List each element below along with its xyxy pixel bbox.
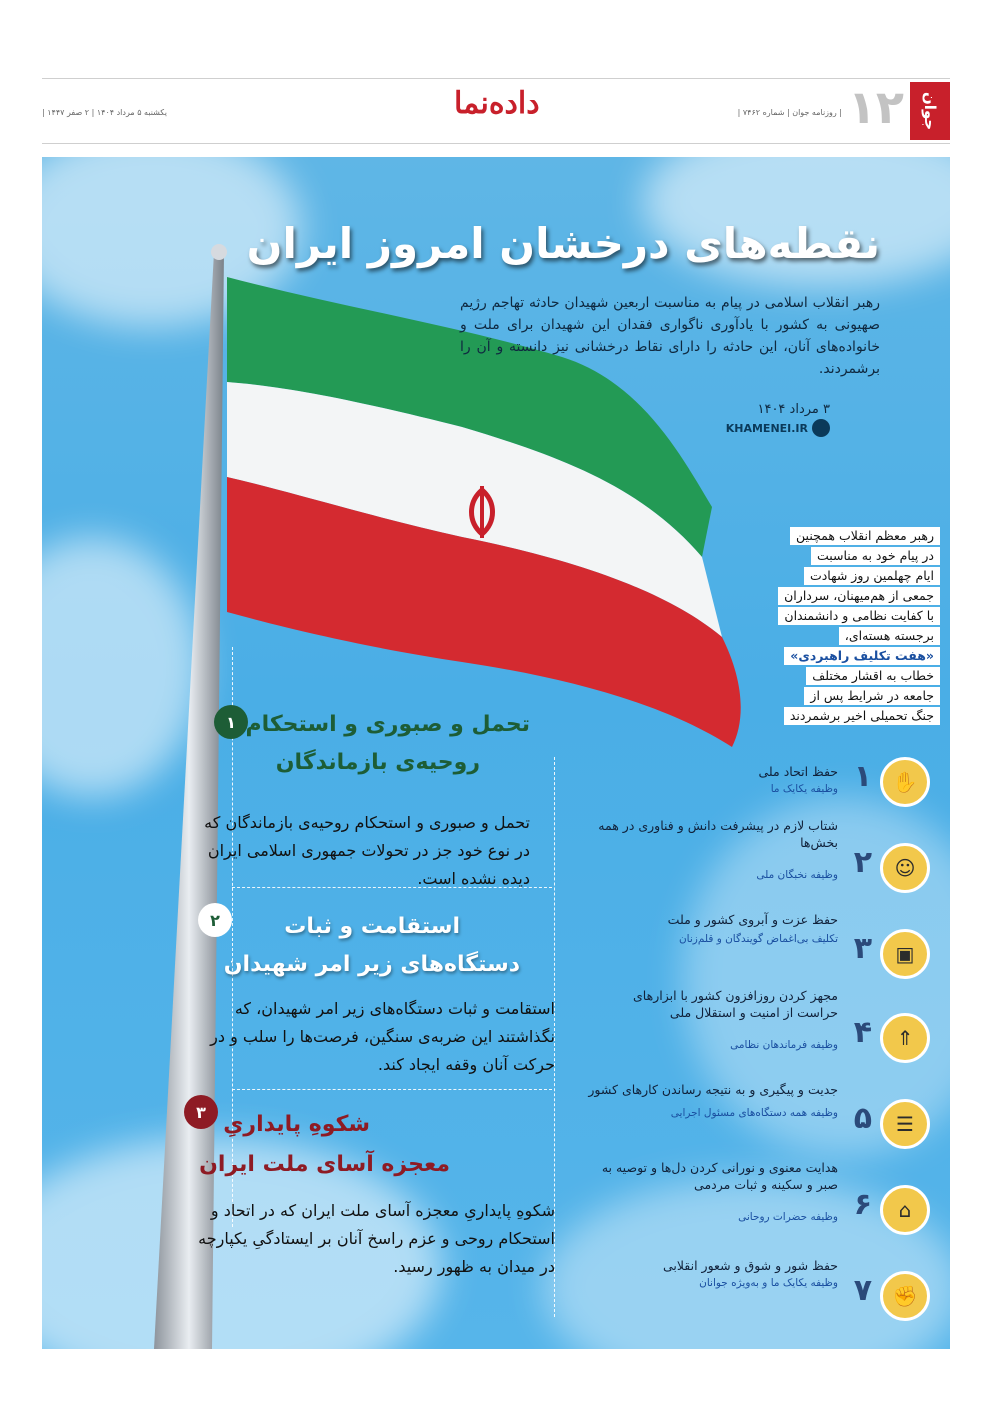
raised-hands-icon: ✋ <box>880 757 930 807</box>
source-seal-icon <box>812 419 830 437</box>
mosque-arch-icon: ⌂ <box>880 1185 930 1235</box>
task-number: ۷ <box>853 1273 872 1308</box>
task-owner: وظیفه یکایک ما <box>770 783 838 795</box>
flag-pole <box>154 252 224 1349</box>
intro-date: ۳ مرداد ۱۴۰۴ <box>757 402 830 417</box>
sidebar-line: رهبر معظم انقلاب همچنین <box>790 527 940 545</box>
task-number: ۱ <box>853 759 872 794</box>
sidebar-line: جمعی از هم‌میهنان، سرداران <box>778 587 940 605</box>
point-3-title-line1: شکوهِ پایداریِ <box>223 1112 370 1137</box>
point-2-title-line1: استقامت و ثبات <box>284 914 460 939</box>
task-title: هدایت معنوی و نورانی کردن دل‌ها و توصیه به صبر و سکینه و ثبات مردمی <box>601 1160 838 1192</box>
task-number: ۴ <box>853 1015 872 1050</box>
brain-head-icon: ☺ <box>880 843 930 893</box>
infographic-poster <box>42 157 950 1349</box>
point-1-badge: ۱ <box>214 705 248 739</box>
point-3-badge: ۳ <box>184 1095 218 1129</box>
clipboard-icon: ☰ <box>880 1099 930 1149</box>
task-title: حفظ اتحاد ملی <box>758 764 838 779</box>
source-name: KHAMENEI.IR <box>725 421 808 435</box>
intro-paragraph: رهبر انقلاب اسلامی در پیام به مناسبت اربعین شهیدان حادثه تهاجم رژیم صهیونی به کشور با یادآوری ناگواری فقدان این شهیدان برای ملت و خانواده‌های آنان، این حادثه را دارای نقاط درخشانی نیز دانسته و آن را برشمردند. <box>460 295 880 377</box>
point-1-title-line2: روحیه‌ی بازماندگان <box>275 750 480 775</box>
raised-fist-icon: ✊ <box>880 1271 930 1321</box>
poster-title: نقطه‌های درخشان امروز ایران <box>246 219 880 268</box>
issue-meta: | روزنامه جوان | شماره ۷۴۶۲ | <box>737 108 842 117</box>
missiles-icon: ⇑ <box>880 1013 930 1063</box>
task-owner: وظیفه فرماندهان نظامی <box>730 1039 838 1051</box>
task-title: حفظ عزت و آبروی کشور و ملت <box>667 912 838 927</box>
sidebar-note <box>750 527 940 727</box>
sidebar-line: در پیام خود به مناسبت <box>811 547 940 565</box>
sidebar-line: خطاب به اقشار مختلف <box>806 667 940 685</box>
task-owner: وظیفه یکایک ما و به‌ویژه جوانان <box>699 1277 838 1289</box>
task-owner: وظیفه همه دستگاه‌های مسئول اجرایی <box>670 1107 838 1119</box>
task-owner: وظیفه حضرات روحانی <box>738 1211 838 1223</box>
task-number: ۶ <box>853 1187 872 1222</box>
sidebar-line: جنگ تحمیلی اخیر برشمردند <box>784 707 940 725</box>
section-title: داده‌نما <box>454 86 540 121</box>
connector-line <box>232 1089 552 1090</box>
source-credit <box>726 419 830 437</box>
task-number: ۳ <box>853 931 872 966</box>
sidebar-line: با کفایت نظامی و دانشمندان <box>778 607 940 625</box>
pole-finial <box>211 244 227 260</box>
point-1-body: تحمل و صبوری و استحکام روحیه‌ی بازماندگان که در نوع خود جز در تحولات جمهوری اسلامی ایران دیده نشده است. <box>204 813 530 888</box>
point-3-body: شکوهِ پایداریِ معجزه آسای ملت ایران که در اتحاد و استحکام روحی و عزم راسخ آنان بر ایستادگیِ یکپارچه در میدان به ظهور رسید. <box>198 1201 555 1276</box>
task-title: جدیت و پیگیری و به نتیجه رساندن کارهای کشور <box>588 1082 838 1097</box>
point-2-badge: ۲ <box>198 903 232 937</box>
television-icon: ▣ <box>880 929 930 979</box>
issue-date: یکشنبه ۵ مرداد ۱۴۰۴ | ۲ صفر ۱۴۴۷ | <box>42 108 167 117</box>
task-number: ۵ <box>853 1101 872 1136</box>
sidebar-line-highlight: «هفت تکلیف راهبردی» <box>784 647 940 665</box>
task-title: مجهز کردن روزافزون کشور با ابزارهای حراست از امنیت و استقلال ملی <box>633 988 838 1020</box>
point-2-body: استقامت و ثبات دستگاه‌های زیر امر شهیدان، که نگذاشتند این ضربه‌ی سنگین، فرصت‌ها را سلب و در حرکت آنان وقفه ایجاد کند. <box>210 999 555 1074</box>
page-number: ۱۲ <box>847 80 904 134</box>
sidebar-line: جامعه در شرایط پس از <box>804 687 940 705</box>
task-owner: تکلیف بی‌اغماض گویندگان و قلم‌زنان <box>678 933 838 945</box>
point-1-title-line1: تحمل و صبوری و استحکام <box>245 712 530 737</box>
point-3-title-line2: معجزه آسای ملت ایران <box>199 1152 450 1177</box>
task-title: حفظ شور و شوق و شعور انقلابی <box>662 1258 838 1273</box>
task-owner: وظیفه نخبگان ملی <box>756 869 838 881</box>
sidebar-line: برجسته هسته‌ای، <box>839 627 940 645</box>
header-bottom-rule <box>42 143 950 144</box>
task-title: شتاب لازم در پیشرفت دانش و فناوری در همه بخش‌ها <box>598 818 838 850</box>
header-top-rule <box>42 78 950 79</box>
sidebar-line: ایام چهلمین روز شهادت <box>804 567 940 585</box>
page-header <box>42 78 950 144</box>
point-2-title-line2: دستگاه‌های زیر امر شهیدان <box>223 952 520 977</box>
task-number: ۲ <box>853 845 872 880</box>
newspaper-logo: جوان <box>910 82 950 140</box>
